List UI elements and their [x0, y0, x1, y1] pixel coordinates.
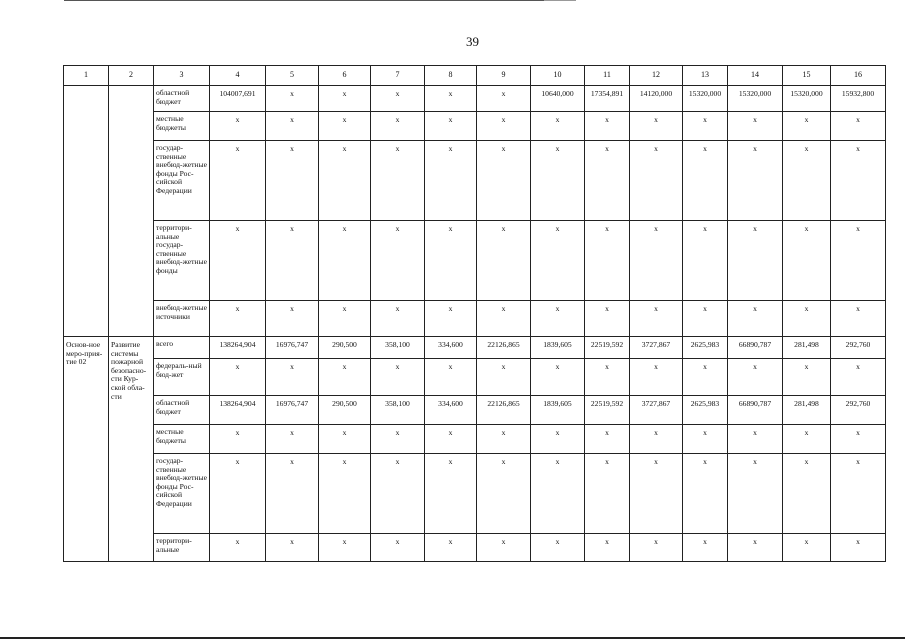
value-cell: x [266, 221, 319, 301]
value-cell: x [477, 221, 531, 301]
value-cell: x [630, 141, 683, 221]
value-cell: 15932,800 [831, 86, 886, 112]
value-cell: x [266, 425, 319, 454]
table-row [64, 396, 886, 425]
page-number: 39 [466, 34, 479, 49]
measure-code-cell [64, 86, 109, 337]
column-number-13: 13 [683, 66, 728, 86]
value-cell: 334,600 [425, 337, 477, 359]
value-cell: x [531, 141, 585, 221]
column-number-5: 5 [266, 66, 319, 86]
value-cell: x [728, 534, 783, 562]
value-cell: x [585, 454, 630, 534]
value-cell: x [319, 221, 371, 301]
value-cell: x [831, 112, 886, 141]
value-cell: x [477, 112, 531, 141]
value-cell: x [783, 112, 831, 141]
column-number-8: 8 [425, 66, 477, 86]
value-cell: x [630, 221, 683, 301]
bottom-edge-line [0, 637, 905, 639]
column-number-1: 1 [64, 66, 109, 86]
value-cell: x [210, 425, 266, 454]
value-cell: x [531, 221, 585, 301]
value-cell: x [585, 301, 630, 337]
value-cell: 358,100 [371, 337, 425, 359]
table-row [64, 454, 886, 534]
value-cell: 66890,787 [728, 396, 783, 425]
value-cell: x [319, 359, 371, 396]
value-cell: x [477, 425, 531, 454]
funding-source-label: территори-альные [154, 534, 210, 562]
value-cell: x [371, 301, 425, 337]
value-cell: x [831, 425, 886, 454]
value-cell: x [585, 534, 630, 562]
value-cell: 292,760 [831, 337, 886, 359]
value-cell: 334,600 [425, 396, 477, 425]
value-cell: x [683, 221, 728, 301]
measure-name-cell: Развитие системы пожарной безопасно-сти Кур-ской обла-сти [109, 337, 154, 562]
top-edge-line [64, 0, 544, 1]
value-cell: x [683, 141, 728, 221]
value-cell: x [210, 359, 266, 396]
value-cell: x [210, 141, 266, 221]
value-cell: x [728, 112, 783, 141]
value-cell: 22126,865 [477, 396, 531, 425]
value-cell: 281,498 [783, 337, 831, 359]
value-cell: x [210, 534, 266, 562]
value-cell: x [683, 454, 728, 534]
column-number-14: 14 [728, 66, 783, 86]
value-cell: x [266, 86, 319, 112]
column-number-10: 10 [531, 66, 585, 86]
column-number-9: 9 [477, 66, 531, 86]
value-cell: 358,100 [371, 396, 425, 425]
value-cell: x [831, 141, 886, 221]
value-cell: x [425, 221, 477, 301]
funding-source-label: областной бюджет [154, 86, 210, 112]
value-cell: 290,500 [319, 337, 371, 359]
value-cell: x [319, 112, 371, 141]
table-row [64, 425, 886, 454]
value-cell: x [210, 112, 266, 141]
value-cell: x [477, 86, 531, 112]
value-cell: 22519,592 [585, 396, 630, 425]
value-cell: x [831, 454, 886, 534]
value-cell: x [585, 359, 630, 396]
value-cell: x [266, 454, 319, 534]
value-cell: x [728, 425, 783, 454]
funding-source-label: всего [154, 337, 210, 359]
value-cell: x [630, 112, 683, 141]
value-cell: x [266, 301, 319, 337]
value-cell: x [477, 359, 531, 396]
value-cell: x [210, 221, 266, 301]
value-cell: 15320,000 [783, 86, 831, 112]
value-cell: x [831, 359, 886, 396]
value-cell: 1839,605 [531, 337, 585, 359]
value-cell: x [477, 301, 531, 337]
value-cell: x [319, 534, 371, 562]
value-cell: x [425, 425, 477, 454]
value-cell: x [371, 221, 425, 301]
value-cell: x [783, 301, 831, 337]
value-cell: 22126,865 [477, 337, 531, 359]
value-cell: x [630, 534, 683, 562]
value-cell: x [728, 359, 783, 396]
value-cell: x [531, 112, 585, 141]
funding-source-label: местные бюджеты [154, 112, 210, 141]
value-cell: x [728, 141, 783, 221]
column-number-16: 16 [831, 66, 886, 86]
header-row [64, 66, 886, 86]
funding-source-label: областной бюджет [154, 396, 210, 425]
value-cell: 104007,691 [210, 86, 266, 112]
budget-table [63, 65, 886, 562]
value-cell: x [266, 141, 319, 221]
value-cell: x [371, 112, 425, 141]
top-edge-line-faint [544, 0, 576, 1]
column-number-12: 12 [630, 66, 683, 86]
value-cell: 1839,605 [531, 396, 585, 425]
funding-source-label: государ-ственные внебюд-жетные фонды Рос-сийской Федерации [154, 141, 210, 221]
funding-source-label: местные бюджеты [154, 425, 210, 454]
value-cell: 14120,000 [630, 86, 683, 112]
value-cell: x [319, 86, 371, 112]
value-cell: x [683, 534, 728, 562]
value-cell: x [831, 301, 886, 337]
value-cell: x [783, 141, 831, 221]
value-cell: x [425, 112, 477, 141]
value-cell: x [319, 301, 371, 337]
value-cell: x [266, 112, 319, 141]
column-number-11: 11 [585, 66, 630, 86]
value-cell: x [831, 534, 886, 562]
table-row [64, 141, 886, 221]
table-row [64, 221, 886, 301]
value-cell: x [783, 359, 831, 396]
value-cell: x [425, 359, 477, 396]
column-number-3: 3 [154, 66, 210, 86]
value-cell: 22519,592 [585, 337, 630, 359]
value-cell: x [425, 141, 477, 221]
value-cell: x [783, 534, 831, 562]
value-cell: x [425, 86, 477, 112]
funding-source-label: федераль-ный бюд-жет [154, 359, 210, 396]
value-cell: x [371, 86, 425, 112]
value-cell: x [728, 221, 783, 301]
value-cell: 66890,787 [728, 337, 783, 359]
funding-source-label: внебюд-жетные источники [154, 301, 210, 337]
value-cell: x [319, 141, 371, 221]
value-cell: x [630, 301, 683, 337]
value-cell: 10640,000 [531, 86, 585, 112]
value-cell: x [585, 141, 630, 221]
value-cell: x [319, 425, 371, 454]
value-cell: 2625,983 [683, 396, 728, 425]
value-cell: 2625,983 [683, 337, 728, 359]
column-number-7: 7 [371, 66, 425, 86]
value-cell: x [371, 454, 425, 534]
value-cell: 290,500 [319, 396, 371, 425]
value-cell: 15320,000 [683, 86, 728, 112]
value-cell: x [630, 454, 683, 534]
value-cell: x [531, 425, 585, 454]
value-cell: x [783, 221, 831, 301]
value-cell: x [371, 359, 425, 396]
value-cell: 16976,747 [266, 337, 319, 359]
column-number-4: 4 [210, 66, 266, 86]
value-cell: x [728, 454, 783, 534]
value-cell: x [783, 425, 831, 454]
measure-name-cell [109, 86, 154, 337]
value-cell: x [831, 221, 886, 301]
value-cell: 138264,904 [210, 396, 266, 425]
value-cell: x [728, 301, 783, 337]
value-cell: 292,760 [831, 396, 886, 425]
value-cell: x [371, 425, 425, 454]
value-cell: x [683, 425, 728, 454]
value-cell: x [585, 112, 630, 141]
table-row [64, 337, 886, 359]
value-cell: x [210, 301, 266, 337]
value-cell: x [266, 534, 319, 562]
column-number-2: 2 [109, 66, 154, 86]
value-cell: x [477, 141, 531, 221]
value-cell: x [425, 454, 477, 534]
value-cell: x [477, 534, 531, 562]
value-cell: x [266, 359, 319, 396]
table-row [64, 86, 886, 112]
value-cell: 15320,000 [728, 86, 783, 112]
value-cell: x [683, 301, 728, 337]
funding-source-label: территори-альные государ-ственные внебюд-жетные фонды [154, 221, 210, 301]
value-cell: x [683, 112, 728, 141]
column-number-6: 6 [319, 66, 371, 86]
value-cell: 3727,867 [630, 337, 683, 359]
table-row [64, 359, 886, 396]
value-cell: x [531, 454, 585, 534]
value-cell: x [477, 454, 531, 534]
value-cell: 3727,867 [630, 396, 683, 425]
value-cell: x [683, 359, 728, 396]
value-cell: 138264,904 [210, 337, 266, 359]
table-row [64, 112, 886, 141]
value-cell: x [630, 425, 683, 454]
value-cell: x [585, 221, 630, 301]
value-cell: x [585, 425, 630, 454]
value-cell: 16976,747 [266, 396, 319, 425]
value-cell: x [425, 534, 477, 562]
value-cell: 281,498 [783, 396, 831, 425]
value-cell: x [531, 359, 585, 396]
table-row [64, 301, 886, 337]
value-cell: x [371, 141, 425, 221]
value-cell: x [425, 301, 477, 337]
value-cell: x [210, 454, 266, 534]
funding-source-label: государ-ственные внебюд-жетные фонды Рос-сийской Федерации [154, 454, 210, 534]
table-row [64, 534, 886, 562]
measure-code-cell: Основ-ное меро-прия-тие 02 [64, 337, 109, 562]
value-cell: x [531, 534, 585, 562]
value-cell: x [783, 454, 831, 534]
value-cell: 17354,891 [585, 86, 630, 112]
value-cell: x [371, 534, 425, 562]
value-cell: x [319, 454, 371, 534]
value-cell: x [630, 359, 683, 396]
value-cell: x [531, 301, 585, 337]
column-number-15: 15 [783, 66, 831, 86]
